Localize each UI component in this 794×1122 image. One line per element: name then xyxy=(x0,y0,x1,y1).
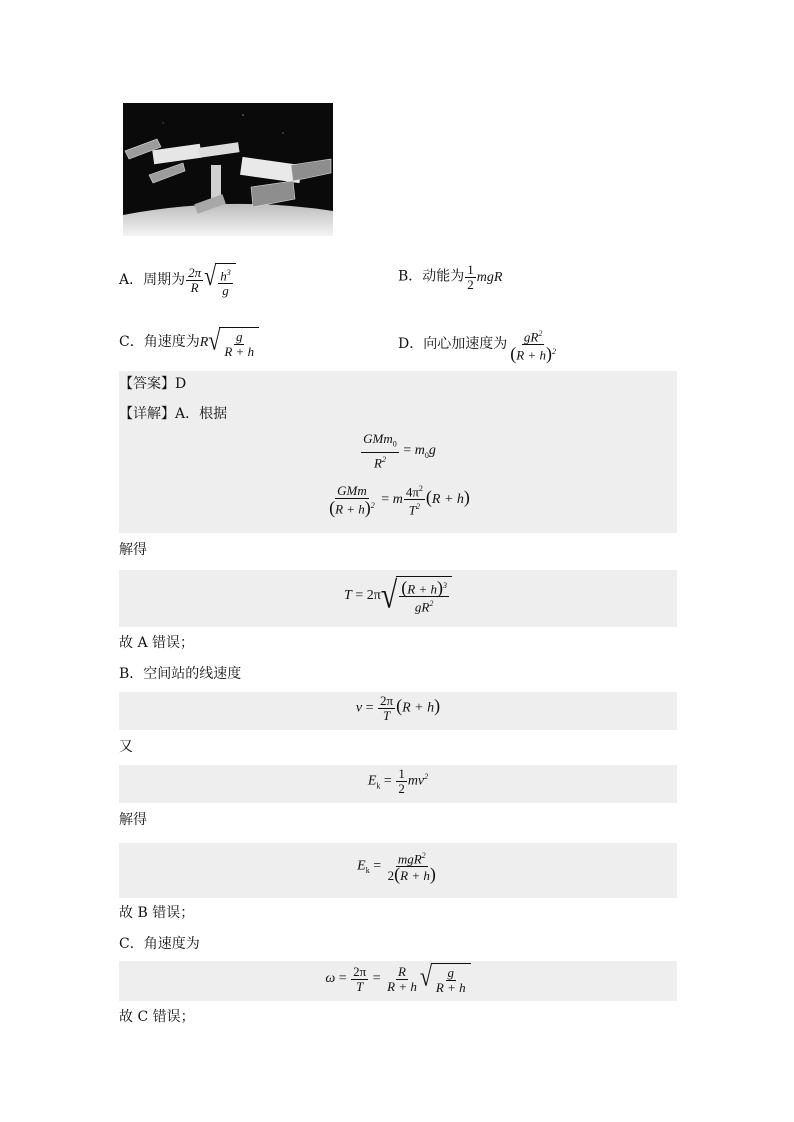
option-a-label: A．周期为 xyxy=(119,271,186,288)
option-d-formula: $\frac{gR^2}{(R + h)^2}$ xyxy=(510,329,556,364)
equation-omega: ω = $\frac{2\pi}{T}$ = $\frac{R}{R + h}$ √ $\frac{g}{R + h}$ xyxy=(119,963,677,995)
equation-gravity-orbit: $\frac{\text{GMm}}{(R + h)^2}$ = m $\frac{4\pi^2}{T^2}$ (R + h) xyxy=(329,482,470,518)
option-c-formula: R √ $\frac{g}{R + h}$ xyxy=(200,335,259,350)
option-b-formula: $\frac{1}{2}$ mgR xyxy=(467,262,503,292)
b-intro: B．空间站的线速度 xyxy=(119,666,242,682)
option-c xyxy=(119,324,259,359)
space-station-icon xyxy=(123,103,333,236)
conclusion-b: 故 B 错误； xyxy=(119,905,195,921)
space-station-figure xyxy=(123,103,333,236)
c-intro: C．角速度为 xyxy=(119,936,200,952)
equation-period: T = 2π √ $\frac{(R + h)^3}{gR^2}$ xyxy=(119,576,677,616)
conclusion-a: 故 A 错误； xyxy=(119,635,195,651)
conclusion-c: 故 C 错误； xyxy=(119,1009,195,1025)
detail-intro: 【详解】A．根据 xyxy=(119,406,228,422)
option-c-label: C．角速度为 xyxy=(119,334,200,351)
equation-kinetic-1: $E_k$ = $\frac{1}{2}$ $mv^2$ xyxy=(367,766,429,796)
option-b xyxy=(398,263,502,292)
option-a-formula: $\frac{2\pi}{R}$ √ $\frac{h^3}{g}$ xyxy=(185,273,236,288)
equation-velocity: v = $\frac{2\pi}{T}$ (R + h) xyxy=(355,693,441,723)
solve-label-2: 解得 xyxy=(119,812,147,828)
option-a xyxy=(119,259,236,299)
equation-gravity-surface: $\frac{GMm_0}{R^2}$ = $m_0g$ xyxy=(363,431,436,470)
option-d xyxy=(398,327,559,363)
equation-kinetic-2: $E_k$ = $\frac{mgR^2}{2(R + h)}$ xyxy=(357,851,436,885)
option-b-label: B．动能为 xyxy=(398,268,465,285)
solve-label-1: 解得 xyxy=(119,542,147,558)
again-label: 又 xyxy=(119,739,133,755)
answer-text: 【答案】D xyxy=(119,376,187,392)
option-d-label: D．向心加速度为 xyxy=(398,336,508,353)
